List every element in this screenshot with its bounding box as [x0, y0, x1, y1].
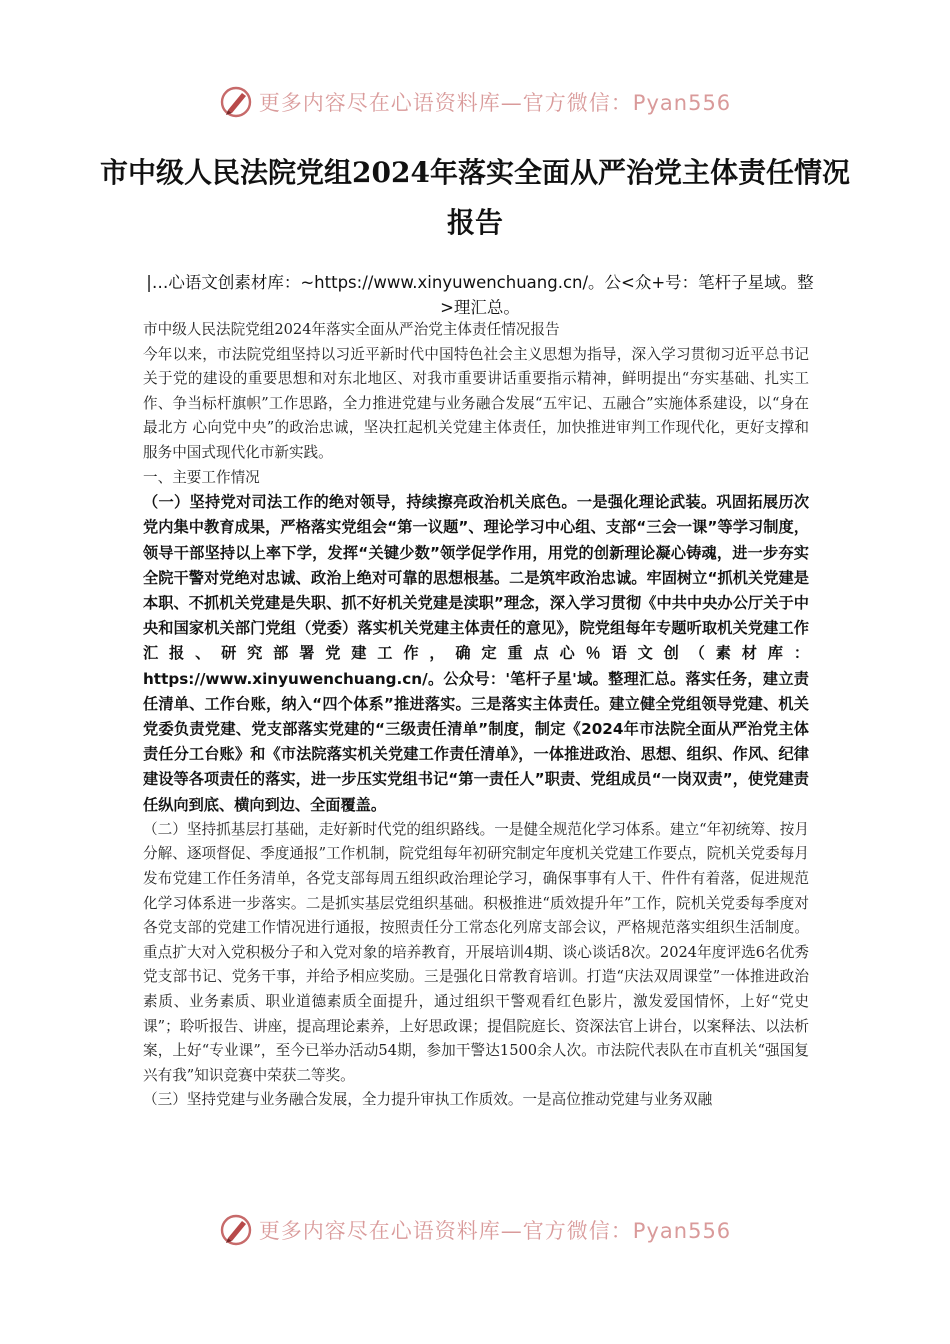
subtitle-line: 市中级人民法院党组2024年落实全面从严治党主体责任情况报告	[143, 321, 560, 338]
pen-logo-icon	[219, 1213, 253, 1247]
footer-banner	[0, 1210, 950, 1250]
document-body	[143, 318, 809, 1113]
paragraph-part-2: （二）坚持抓基层打基础，走好新时代党的组织路线。一是健全规范化学习体系。建立“年初统筹、按月分解、逐项督促、季度通报”工作机制，院党组每年初研究制定年度机关党建工作要点，院机关党委每月发布党建工作任务清单，各党支部每周五组织政治理论学习，确保事事有人干、件件有着落，促进规范化学习体系进一步落实。二是抓实基层党组织基础。积极推进“质效提升年”工作，院机关党委每季度对各党支部的党建工作情况进行通报，按照责任分工常态化列席支部会议，严格规范落实组织生活制度。重点扩大对入党积极分子和入党对象的培养教育，开展培训4期、谈心谈话8次。2024年度评选6名优秀党支部书记、党务干事，并给予相应奖励。三是强化日常教育培训。打造“庆法双周课堂”一体推进政治素质、业务素质、职业道德素质全面提升，通过组织干警观看红色影片，激发爱国情怀，上好“党史课”；聆听报告、讲座，提高理论素养，上好思政课；提倡院庭长、资深法官上讲台，以案释法、以法析案，上好“专业课”，至今已举办活动54期，参加干警达1500余人次。市法院代表队在市直机关“强国复兴有我”知识竞赛中荣获二等奖。	[143, 820, 809, 1084]
source-line: |…心语文创素材库：~https://www.xinyuwenchuang.cn/。公<众+号：笔杆子星域。整>理汇总。	[146, 273, 814, 317]
paragraph-part-3: （三）坚持党建与业务融合发展，全力提升审执工作质效。一是高位推动党建与业务双融	[143, 1091, 713, 1109]
banner-text: 更多内容尽在心语资料库—官方微信：Pyan556	[258, 91, 732, 115]
document-title: 市中级人民法院党组2024年落实全面从严治党主体责任情况报告	[100, 156, 850, 239]
section-heading: 一、主要工作情况	[143, 468, 260, 486]
pen-logo-icon	[219, 85, 253, 119]
paragraph-part-1: （一）坚持党对司法工作的绝对领导，持续擦亮政治机关底色。一是强化理论武装。巩固拓展历次党内集中教育成果，严格落实党组会“第一议题”、理论学习中心组、支部“三会一课”等学习制度，领导干部坚持以上率下学，发挥“关键少数”领学促学作用，用党的创新理论凝心铸魂，进一步夯实全院干警对党绝对忠诚、政治上绝对可靠的思想根基。二是筑牢政治忠诚。牢固树立“抓机关党建是本职、不抓机关党建是失职、抓不好机关党建是渎职”理念，深入学习贯彻《中共中央办公厅关于中央和国家机关部门党组（党委）落实机关党建主体责任的意见》，院党组每年专题听取机关党建工作汇报、研究部署党建工作，确定重点心％语文创（素材库：https://www.xinyuwenchuang.cn/。公众号：'笔杆子星'域。整理汇总。落实任务，建立责任清单、工作台账，纳入“四个体系”推进落实。三是落实主体责任。建立健全党组领导党建、机关党委负责党建、党支部落实党建的“三级责任清单”制度，制定《2024年市法院全面从严治党主体责任分工台账》和《市法院落实机关党建工作责任清单》，一体推进政治、思想、组织、作风、纪律建设等各项责任的落实，进一步压实党组书记“第一责任人”职责、党组成员“一岗双责”，使党建责任纵向到底、横向到边、全面覆盖。	[143, 493, 809, 814]
banner-text: 更多内容尽在心语资料库—官方微信：Pyan556	[258, 1219, 732, 1243]
intro-paragraph: 今年以来，市法院党组坚持以习近平新时代中国特色社会主义思想为指导，深入学习贯彻习近平总书记关于党的建设的重要思想和对东北地区、对我市重要讲话重要指示精神，鲜明提出“夯实基础、扎实工作、争当标杆旗帜”工作思路，全力推进党建与业务融合发展“五牢记、五融合”实施体系建设，以“身在最北方 心向党中央”的政治忠诚，坚决扛起机关党建主体责任，加快推进审判工作现代化，更好支撑和服务中国式现代化市新实践。	[143, 345, 809, 461]
header-banner	[0, 82, 950, 122]
